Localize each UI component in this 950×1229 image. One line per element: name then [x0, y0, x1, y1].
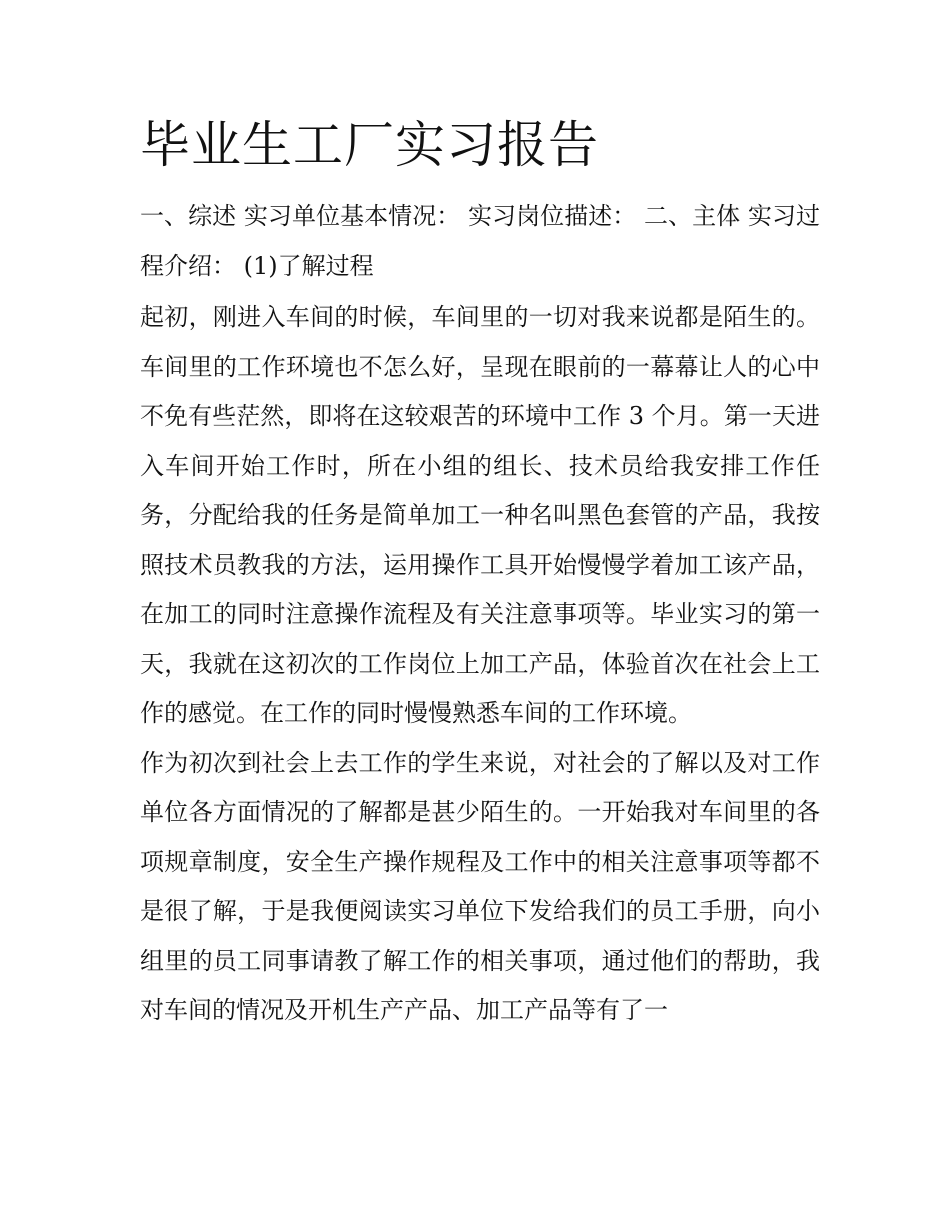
- outline-paragraph: 一、综述 实习单位基本情况： 实习岗位描述： 二、主体 实习过程介绍： (1)了解过程: [140, 202, 820, 280]
- document-title: 毕业生工厂实习报告: [140, 116, 599, 174]
- body-paragraph-1: 起初，刚进入车间的时候，车间里的一切对我来说都是陌生的。车间里的工作环境也不怎么好，呈现在眼前的一幕幕让人的心中不免有些茫然，即将在这较艰苦的环境中工作 3 个月。第一天进入车间开始工作时，所在小组的组长、技术员给我安排工作任务，分配给我的任务是简单加工一种名叫黑色套管的产品，我按照技术员教我的方法，运用操作工具开始慢慢学着加工该产品，在加工的同时注意操作流程及有关注意事项等。毕业实习的第一天，我就在这初次的工作岗位上加工产品，体验首次在社会上工作的感觉。在工作的同时慢慢熟悉车间的工作环境。: [140, 303, 820, 727]
- body-paragraph-2: 作为初次到社会上去工作的学生来说，对社会的了解以及对工作单位各方面情况的了解都是甚少陌生的。一开始我对车间里的各项规章制度，安全生产操作规程及工作中的相关注意事项等都不是很了解，于是我便阅读实习单位下发给我们的员工手册，向小组里的员工同事请教了解工作的相关事项，通过他们的帮助，我对车间的情况及开机生产产品、加工产品等有了一: [140, 748, 820, 1024]
- document-body: [140, 110, 820, 1036]
